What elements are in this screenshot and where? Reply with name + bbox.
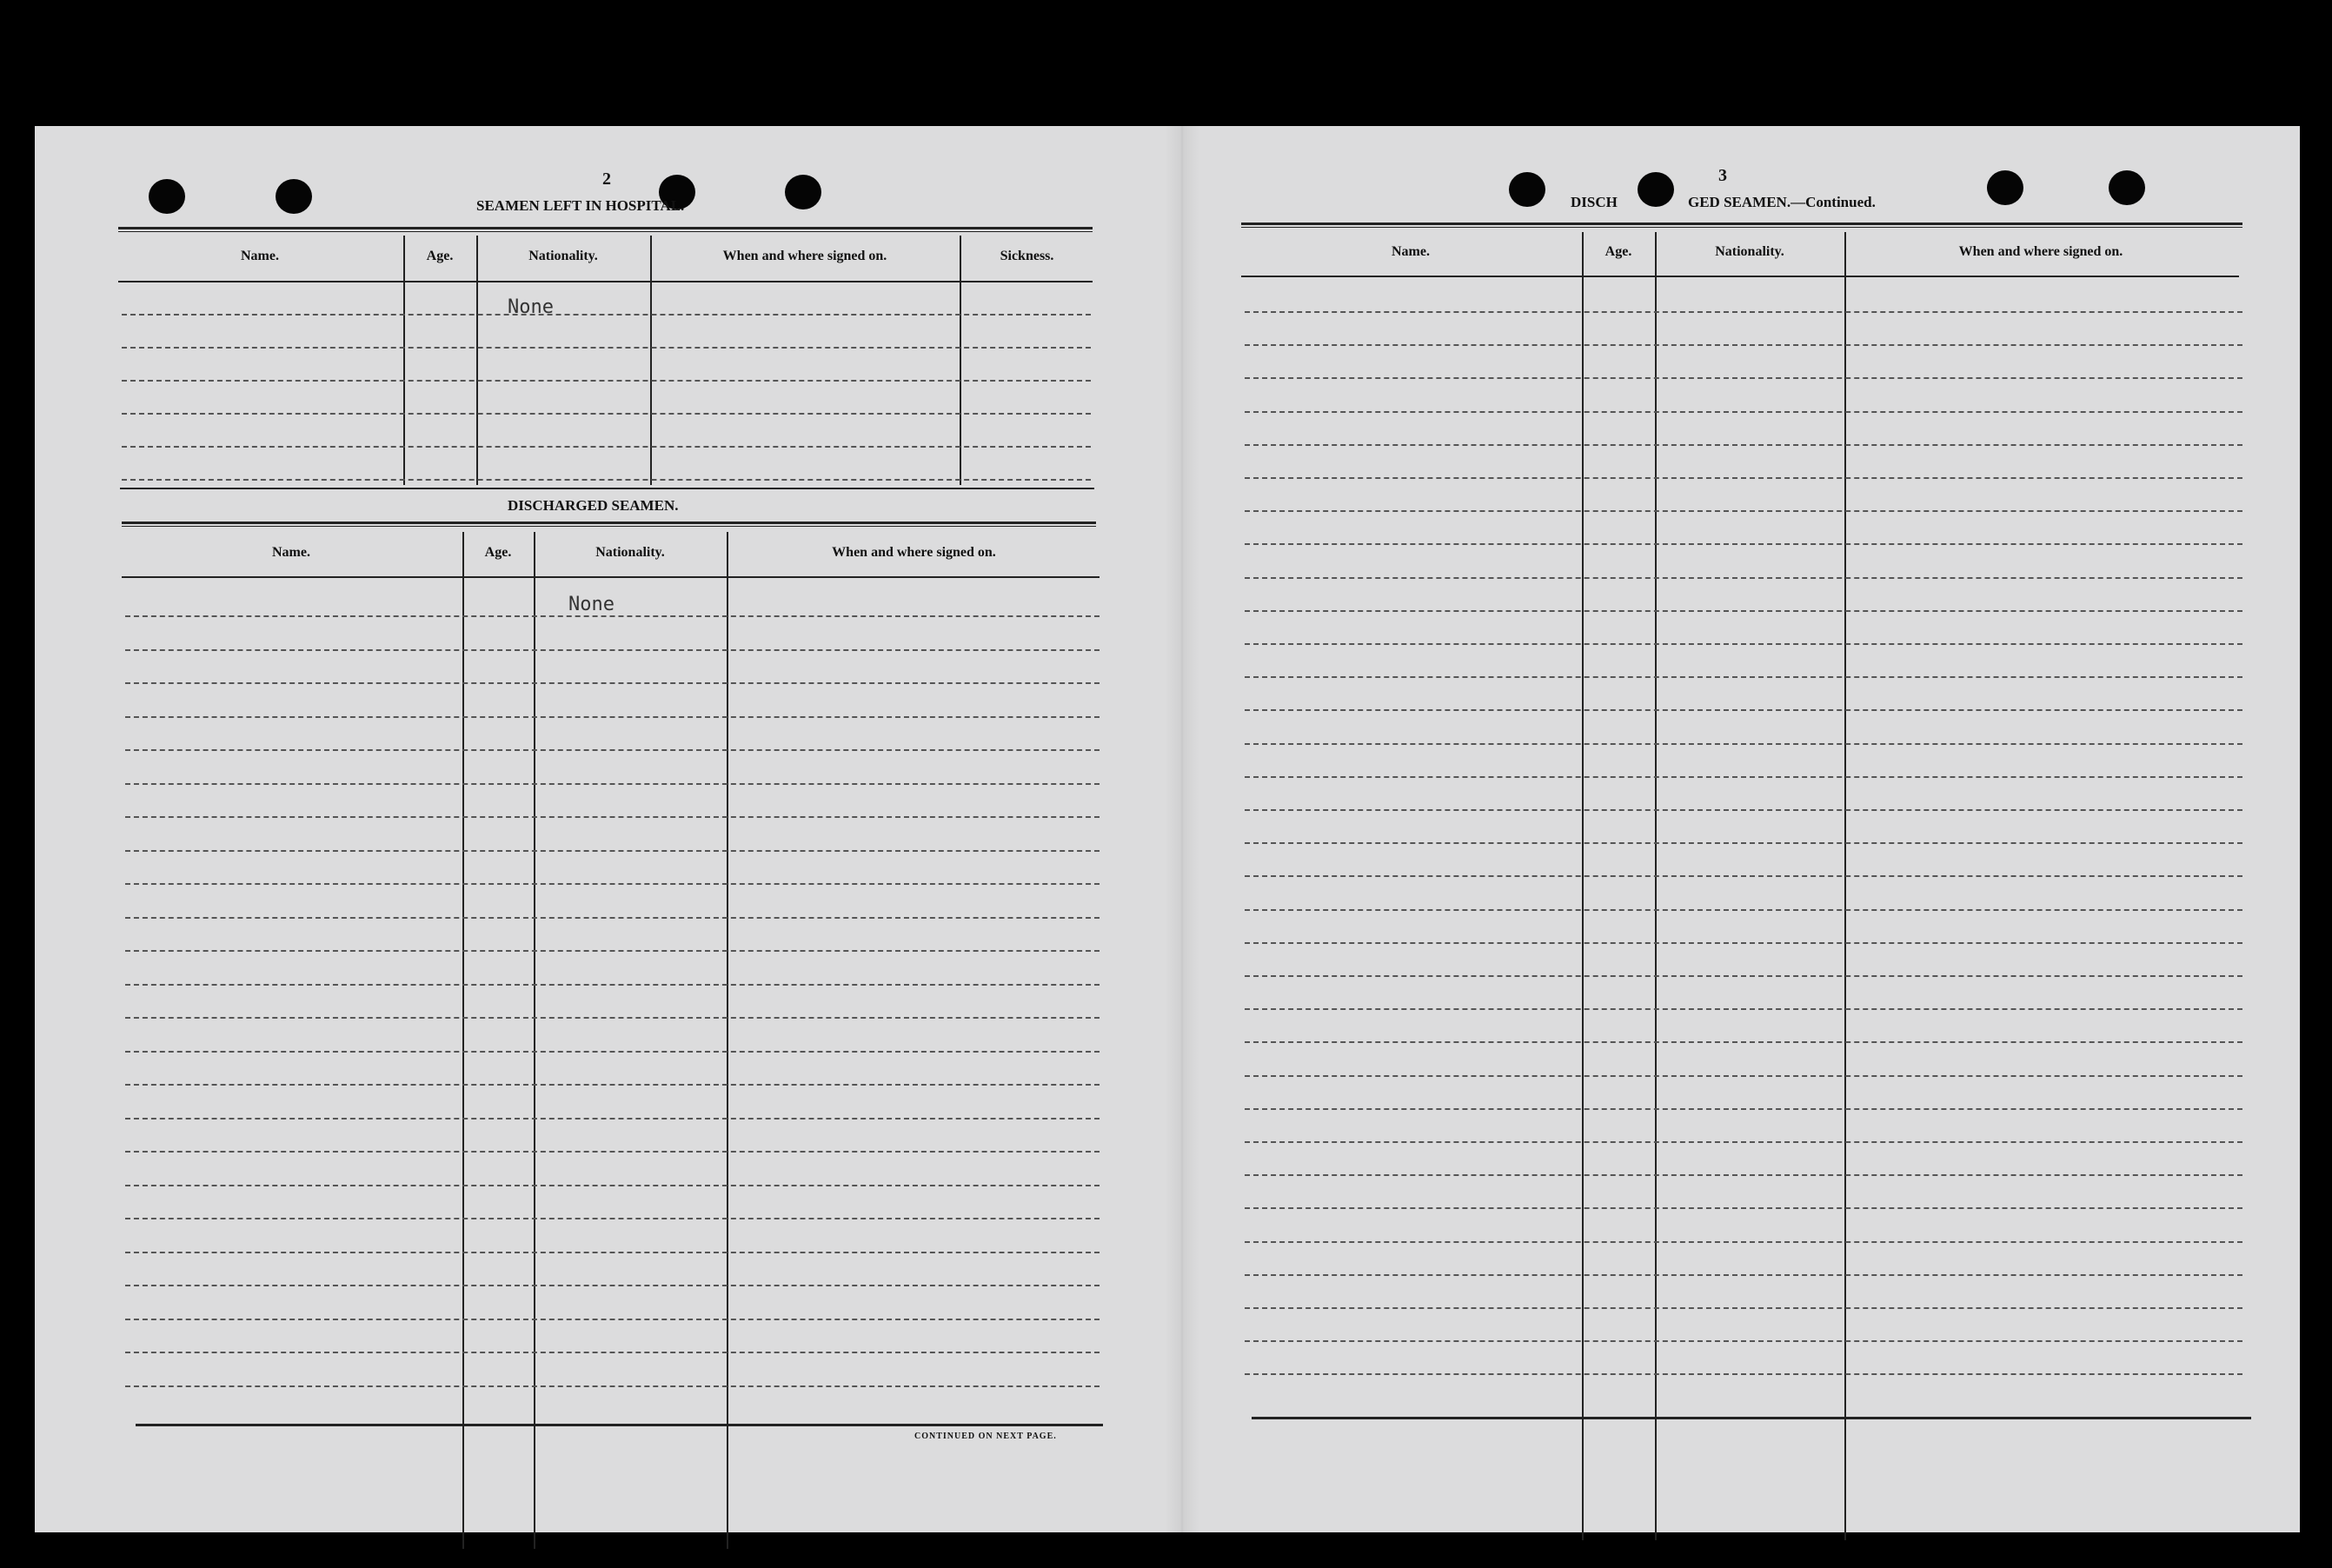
ruled-line (1245, 743, 2242, 745)
ruled-line (125, 615, 1100, 617)
page-number-left: 2 (602, 169, 611, 189)
discharged-section-title: DISCHARGED SEAMEN. (508, 497, 679, 514)
ruled-line (1245, 444, 2242, 446)
ruled-line (1245, 477, 2242, 479)
ruled-line (125, 1118, 1100, 1120)
continued-header-name: Name. (1392, 244, 1430, 259)
ruled-line (125, 1385, 1100, 1387)
binder-hole (276, 179, 312, 214)
ruled-line (1245, 1340, 2242, 1342)
ruled-line (1245, 1307, 2242, 1309)
continued-col-divider (1582, 232, 1584, 1540)
ruled-line (1245, 1241, 2242, 1243)
ruled-line (1245, 1207, 2242, 1209)
continued-section-title-end: GED SEAMEN.—Continued. (1688, 194, 1876, 210)
continued-header-signed-on: When and where signed on. (1958, 244, 2123, 259)
ruled-line (125, 1017, 1100, 1019)
binder-hole (1987, 170, 2023, 205)
ruled-line (125, 783, 1100, 785)
hospital-row-line (122, 479, 1091, 481)
discharged-nationality-entry: None (568, 594, 615, 615)
discharged-header-signed-on: When and where signed on. (832, 545, 996, 560)
ruled-line (125, 1084, 1100, 1086)
hospital-header-signed-on: When and where signed on. (722, 249, 887, 263)
discharged-header-age: Age. (484, 545, 512, 560)
ruled-line (125, 984, 1100, 986)
hospital-top-rule (118, 227, 1093, 232)
ruled-line (1245, 1075, 2242, 1077)
hospital-bottom-line (120, 488, 1094, 489)
hospital-header-nationality: Nationality. (528, 249, 598, 263)
ruled-line (1245, 543, 2242, 545)
continued-header-age: Age. (1604, 244, 1632, 259)
discharged-top-rule (122, 522, 1096, 527)
hospital-header-age: Age. (426, 249, 454, 263)
page-number-right: 3 (1718, 166, 1727, 185)
hospital-header-name: Name. (241, 249, 279, 263)
continued-footnote: CONTINUED ON NEXT PAGE. (914, 1432, 1057, 1441)
ruled-line (125, 1218, 1100, 1219)
ruled-line (125, 716, 1100, 718)
discharged-col-divider (534, 532, 535, 1549)
hospital-row-line (122, 314, 1091, 316)
ruled-line (125, 682, 1100, 684)
ruled-line (1245, 1141, 2242, 1143)
ruled-line (125, 1051, 1100, 1053)
ruled-line (1245, 1041, 2242, 1043)
ruled-line (1245, 643, 2242, 645)
ruled-line (1245, 577, 2242, 579)
ruled-line (1245, 411, 2242, 413)
ruled-line (1245, 875, 2242, 877)
hospital-header-underline (118, 281, 1093, 282)
continued-header-underline (1241, 276, 2239, 277)
ruled-line (125, 917, 1100, 919)
ruled-line (125, 850, 1100, 852)
ruled-line (1245, 610, 2242, 612)
ruled-line (125, 1285, 1100, 1286)
continued-bottom-line (1252, 1417, 2251, 1419)
ruled-line (1245, 909, 2242, 911)
ruled-line (1245, 510, 2242, 512)
ruled-line (125, 1252, 1100, 1253)
ruled-line (1245, 809, 2242, 811)
ruled-line (1245, 377, 2242, 379)
hospital-row-line (122, 413, 1091, 415)
ruled-line (1245, 975, 2242, 977)
continued-header-nationality: Nationality. (1715, 244, 1784, 259)
hospital-row-line (122, 446, 1091, 448)
document-sheet (35, 126, 2300, 1532)
discharged-bottom-line (136, 1424, 1103, 1426)
ruled-line (125, 1185, 1100, 1186)
discharged-col-divider (727, 532, 728, 1549)
ruled-line (1245, 942, 2242, 944)
ruled-line (125, 1319, 1100, 1320)
ruled-line (1245, 776, 2242, 778)
hospital-row-line (122, 347, 1091, 349)
ruled-line (1245, 1108, 2242, 1110)
continued-col-divider (1844, 232, 1846, 1540)
ruled-line (125, 649, 1100, 651)
ruled-line (125, 1151, 1100, 1153)
ruled-line (1245, 1008, 2242, 1010)
hospital-row-line (122, 380, 1091, 382)
ruled-line (1245, 709, 2242, 711)
discharged-header-underline (122, 576, 1100, 578)
discharged-header-nationality: Nationality. (595, 545, 665, 560)
continued-section-title-start: DISCH (1571, 194, 1618, 210)
hospital-section-title: SEAMEN LEFT IN HOSPITAL. (476, 197, 685, 214)
hospital-nationality-entry: None (508, 296, 554, 318)
ruled-line (125, 816, 1100, 818)
binder-hole (1509, 172, 1545, 207)
hospital-header-sickness: Sickness. (1000, 249, 1054, 263)
page-fold (1165, 126, 1199, 1532)
discharged-header-name: Name. (272, 545, 310, 560)
ruled-line (1245, 311, 2242, 313)
continued-top-rule (1241, 223, 2242, 228)
ruled-line (1245, 1274, 2242, 1276)
ruled-line (125, 749, 1100, 751)
ruled-line (1245, 676, 2242, 678)
ruled-line (125, 1352, 1100, 1353)
continued-col-divider (1655, 232, 1657, 1540)
binder-hole (1638, 172, 1674, 207)
binder-hole (2109, 170, 2145, 205)
ruled-line (1245, 1174, 2242, 1176)
ruled-line (1245, 344, 2242, 346)
binder-hole (785, 175, 821, 209)
ruled-line (1245, 1373, 2242, 1375)
ruled-line (125, 883, 1100, 885)
binder-hole (149, 179, 185, 214)
ruled-line (1245, 842, 2242, 844)
discharged-col-divider (462, 532, 464, 1549)
ruled-line (125, 950, 1100, 952)
